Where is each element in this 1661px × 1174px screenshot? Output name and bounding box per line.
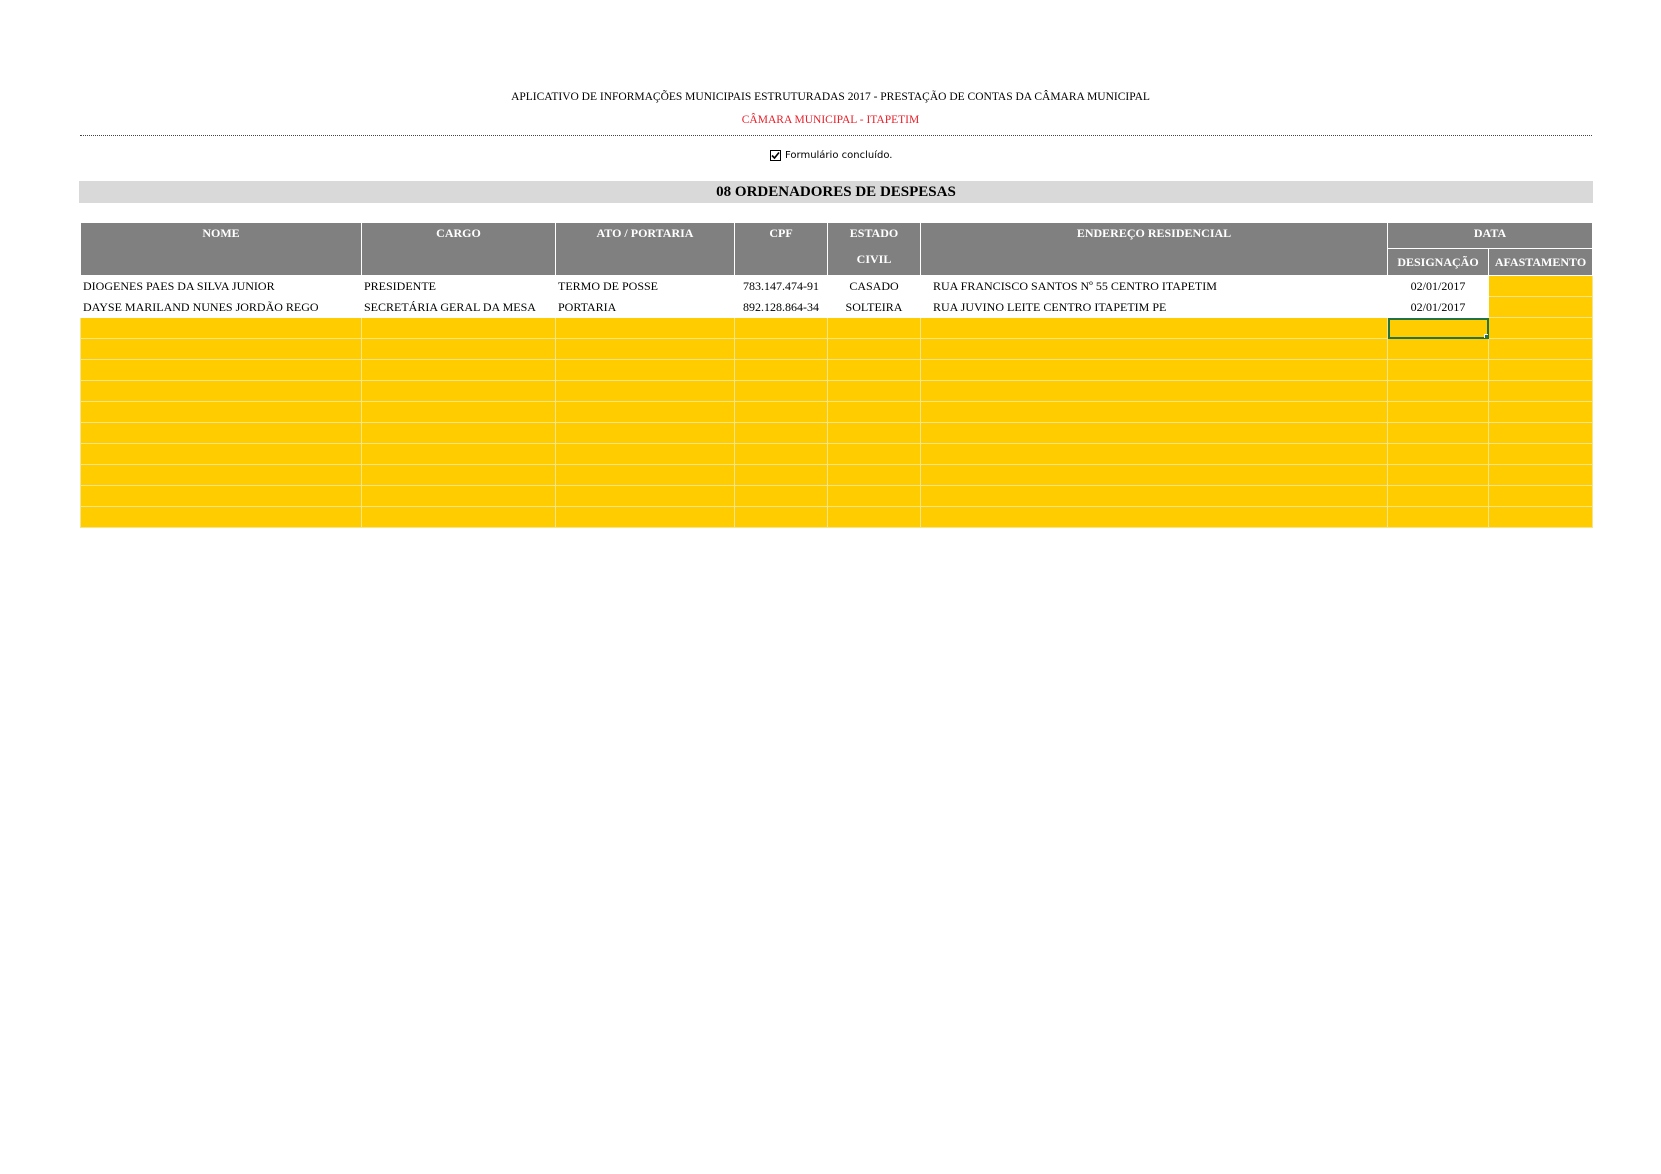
dotted-divider <box>80 135 1592 136</box>
cell-afastamento[interactable] <box>1489 318 1593 339</box>
table-row-empty <box>81 465 1593 486</box>
cell-ato-portaria[interactable] <box>556 423 735 444</box>
cell-designacao[interactable] <box>1388 381 1489 402</box>
cell-designacao[interactable] <box>1388 486 1489 507</box>
table-row-empty <box>81 381 1593 402</box>
col-header-nome: NOME <box>81 223 362 276</box>
cell-afastamento[interactable] <box>1489 381 1593 402</box>
cell-cpf[interactable] <box>735 360 828 381</box>
fill-handle[interactable] <box>1484 334 1489 339</box>
cell-cargo[interactable]: PRESIDENTE <box>362 276 556 297</box>
cell-endereco[interactable] <box>921 339 1388 360</box>
cell-endereco[interactable]: RUA FRANCISCO SANTOS Nº 55 CENTRO ITAPETIM <box>921 276 1388 297</box>
cell-nome[interactable] <box>81 423 362 444</box>
chamber-subtitle: CÂMARA MUNICIPAL - ITAPETIM <box>741 114 920 126</box>
cell-nome[interactable] <box>81 360 362 381</box>
form-completed-control[interactable] <box>770 150 892 161</box>
cell-cargo[interactable] <box>362 423 556 444</box>
cell-cargo[interactable] <box>362 360 556 381</box>
table-row-empty <box>81 486 1593 507</box>
table-row-empty <box>81 360 1593 381</box>
col-header-ato-portaria: ATO / PORTARIA <box>556 223 735 276</box>
col-header-cpf: CPF <box>735 223 828 276</box>
cell-afastamento[interactable] <box>1489 486 1593 507</box>
cell-endereco[interactable] <box>921 444 1388 465</box>
cell-endereco[interactable] <box>921 402 1388 423</box>
form-completed-label: Formulário concluído. <box>785 150 893 161</box>
cell-nome[interactable] <box>81 465 362 486</box>
cell-nome[interactable] <box>81 339 362 360</box>
cell-estado-civil[interactable] <box>828 360 921 381</box>
cell-cpf[interactable] <box>735 423 828 444</box>
table-row-empty <box>81 318 1593 339</box>
cell-cpf[interactable] <box>735 318 828 339</box>
cell-ato-portaria[interactable] <box>556 465 735 486</box>
cell-endereco[interactable] <box>921 507 1388 528</box>
cell-cpf[interactable] <box>735 507 828 528</box>
cell-ato-portaria[interactable]: TERMO DE POSSE <box>556 276 735 297</box>
cell-afastamento[interactable] <box>1489 444 1593 465</box>
col-header-afastamento: AFASTAMENTO <box>1489 249 1593 276</box>
form-completed-checkbox[interactable] <box>770 150 781 161</box>
cell-ato-portaria[interactable]: PORTARIA <box>556 297 735 318</box>
cell-afastamento[interactable] <box>1489 297 1593 318</box>
cell-cargo[interactable] <box>362 507 556 528</box>
cell-estado-civil[interactable] <box>828 339 921 360</box>
cell-cargo[interactable] <box>362 318 556 339</box>
cell-estado-civil[interactable] <box>828 486 921 507</box>
col-header-data: DATA <box>1388 223 1593 249</box>
cell-nome[interactable] <box>81 486 362 507</box>
cell-endereco[interactable] <box>921 381 1388 402</box>
cell-designacao[interactable] <box>1388 339 1489 360</box>
table-row-empty <box>81 423 1593 444</box>
table-row <box>81 276 1593 297</box>
cell-nome[interactable] <box>81 318 362 339</box>
cell-nome[interactable]: DAYSE MARILAND NUNES JORDÃO REGO <box>81 297 362 318</box>
table-row-empty <box>81 402 1593 423</box>
col-header-estado-line1: ESTADO <box>849 226 899 240</box>
cell-endereco[interactable] <box>921 318 1388 339</box>
cell-cpf[interactable]: 783.147.474-91 <box>735 276 828 297</box>
cell-ato-portaria[interactable] <box>556 486 735 507</box>
cell-ato-portaria[interactable] <box>556 402 735 423</box>
table-row-empty <box>81 444 1593 465</box>
cell-nome[interactable]: DIOGENES PAES DA SILVA JUNIOR <box>81 276 362 297</box>
cell-estado-civil[interactable] <box>828 507 921 528</box>
cell-estado-civil[interactable] <box>828 402 921 423</box>
table-row-empty <box>81 507 1593 528</box>
cell-designacao[interactable]: 02/01/2017 <box>1388 297 1489 318</box>
cell-cargo[interactable] <box>362 402 556 423</box>
selected-cell[interactable] <box>1388 318 1489 339</box>
cell-designacao[interactable] <box>1388 444 1489 465</box>
cell-afastamento[interactable] <box>1489 360 1593 381</box>
cell-ato-portaria[interactable] <box>556 318 735 339</box>
cell-nome[interactable] <box>81 402 362 423</box>
cell-estado-civil[interactable] <box>828 381 921 402</box>
col-header-estado-civil <box>828 223 921 276</box>
cell-afastamento[interactable] <box>1489 423 1593 444</box>
cell-endereco[interactable]: RUA JUVINO LEITE CENTRO ITAPETIM PE <box>921 297 1388 318</box>
cell-nome[interactable] <box>81 444 362 465</box>
cell-endereco[interactable] <box>921 360 1388 381</box>
cell-cargo[interactable] <box>362 444 556 465</box>
cell-cpf[interactable] <box>735 381 828 402</box>
ordenadores-table <box>80 222 1593 528</box>
cell-ato-portaria[interactable] <box>556 381 735 402</box>
cell-estado-civil[interactable] <box>828 465 921 486</box>
cell-endereco[interactable] <box>921 423 1388 444</box>
cell-ato-portaria[interactable] <box>556 339 735 360</box>
cell-estado-civil[interactable] <box>828 423 921 444</box>
cell-nome[interactable] <box>81 381 362 402</box>
cell-cargo[interactable]: SECRETÁRIA GERAL DA MESA <box>362 297 556 318</box>
cell-designacao[interactable]: 02/01/2017 <box>1388 276 1489 297</box>
col-header-designacao: DESIGNAÇÃO <box>1388 249 1489 276</box>
cell-estado-civil[interactable] <box>828 444 921 465</box>
cell-ato-portaria[interactable] <box>556 360 735 381</box>
cell-designacao[interactable] <box>1388 360 1489 381</box>
cell-estado-civil[interactable]: SOLTEIRA <box>828 297 921 318</box>
cell-afastamento[interactable] <box>1489 276 1593 297</box>
cell-afastamento[interactable] <box>1489 402 1593 423</box>
cell-cargo[interactable] <box>362 381 556 402</box>
cell-cargo[interactable] <box>362 339 556 360</box>
col-header-cargo: CARGO <box>362 223 556 276</box>
cell-designacao[interactable] <box>1388 507 1489 528</box>
cell-afastamento[interactable] <box>1489 507 1593 528</box>
cell-cpf[interactable] <box>735 402 828 423</box>
cell-designacao[interactable] <box>1388 465 1489 486</box>
cell-designacao[interactable] <box>1388 402 1489 423</box>
cell-cpf[interactable] <box>735 339 828 360</box>
cell-endereco[interactable] <box>921 486 1388 507</box>
col-header-endereco: ENDEREÇO RESIDENCIAL <box>921 223 1388 276</box>
cell-ato-portaria[interactable] <box>556 444 735 465</box>
cell-afastamento[interactable] <box>1489 339 1593 360</box>
cell-cargo[interactable] <box>362 465 556 486</box>
col-header-estado-line2: CIVIL <box>856 252 892 266</box>
report-title: APLICATIVO DE INFORMAÇÕES MUNICIPAIS ESTRUTURADAS 2017 - PRESTAÇÃO DE CONTAS DA CÂMARA MUNICIPAL <box>511 91 1150 103</box>
table-row-empty <box>81 339 1593 360</box>
cell-cpf[interactable]: 892.128.864-34 <box>735 297 828 318</box>
cell-cpf[interactable] <box>735 444 828 465</box>
cell-estado-civil[interactable] <box>828 318 921 339</box>
cell-estado-civil[interactable]: CASADO <box>828 276 921 297</box>
cell-cargo[interactable] <box>362 486 556 507</box>
cell-endereco[interactable] <box>921 465 1388 486</box>
cell-nome[interactable] <box>81 507 362 528</box>
cell-designacao[interactable] <box>1388 423 1489 444</box>
checkmark-icon <box>771 151 780 160</box>
cell-ato-portaria[interactable] <box>556 507 735 528</box>
cell-cpf[interactable] <box>735 486 828 507</box>
cell-afastamento[interactable] <box>1489 465 1593 486</box>
section-title: 08 ORDENADORES DE DESPESAS <box>79 181 1593 203</box>
cell-cpf[interactable] <box>735 465 828 486</box>
table-row <box>81 297 1593 318</box>
